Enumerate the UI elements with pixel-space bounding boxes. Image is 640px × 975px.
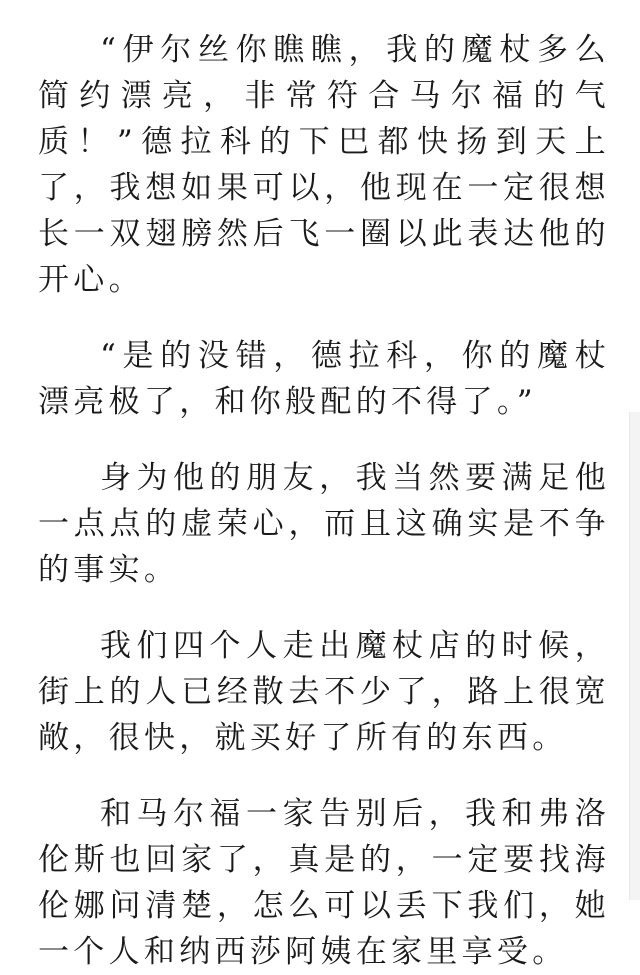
paragraph-4: 我们四个人走出魔杖店的时候，街上的人已经散去不少了，路上很宽敞，很快，就买好了所有的东西。 [38,628,610,756]
paragraph-2: “是的没错，德拉科，你的魔杖漂亮极了，和你般配的不得了。” [38,338,610,420]
paragraph-5: 和马尔福一家告别后，我和弗洛伦斯也回家了，真是的，一定要找海伦娜问清楚，怎么可以丢下我们，她一个人和纳西莎阿姨在家里享受。 [38,796,610,970]
scrollbar-track[interactable] [629,412,640,900]
paragraph-3: 身为他的朋友，我当然要满足他一点点的虚荣心，而且这确实是不争的事实。 [38,460,610,588]
paragraph-1: “伊尔丝你瞧瞧，我的魔杖多么简约漂亮，非常符合马尔福的气质！”德拉科的下巴都快扬到天上了，我想如果可以，他现在一定很想长一双翅膀然后飞一圈以此表达他的开心。 [38,32,610,298]
